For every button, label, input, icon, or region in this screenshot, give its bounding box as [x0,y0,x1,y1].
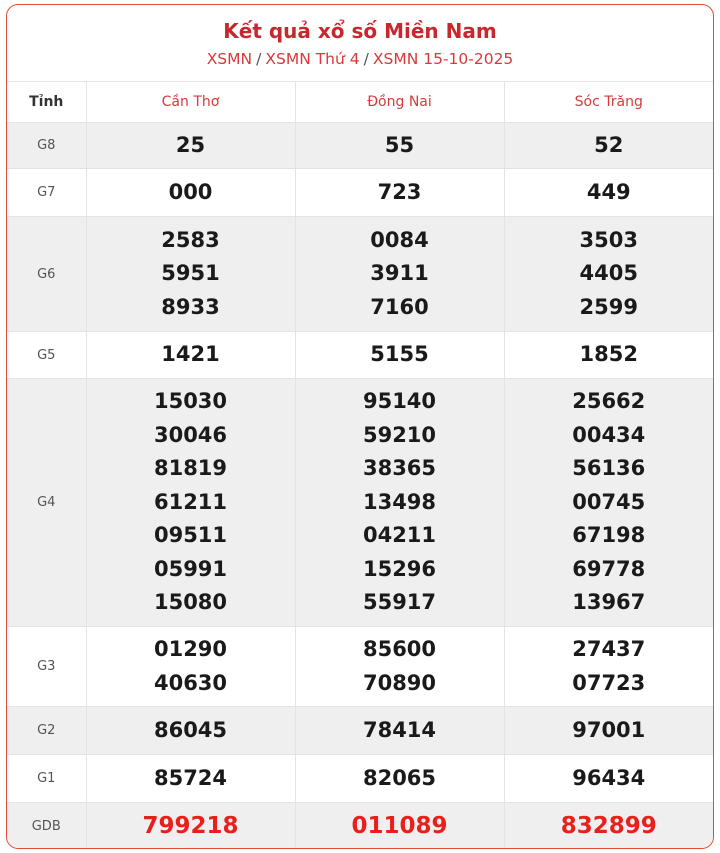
prize-number: 61211 [153,489,228,514]
prize-cell-dong-nai [295,332,504,379]
prize-number: 38365 [362,456,437,481]
breadcrumb-separator: / [256,50,262,68]
breadcrumb [7,49,713,69]
prize-number: 25662 [572,389,646,414]
breadcrumb-link-date[interactable]: XSMN 15-10-2025 [372,50,514,68]
special-prize-number: 011089 [351,813,448,839]
prize-number: 55917 [362,590,437,615]
prize-number: 13967 [572,590,646,615]
prize-number: 15030 [153,389,228,414]
special-prize-number: 799218 [142,813,239,839]
prize-cell-dong-nai [295,627,504,707]
prize-number: 25 [175,132,206,157]
prize-number: 15080 [153,590,228,615]
prize-cell-soc-trang [504,169,713,217]
prize-number: 2599 [579,294,638,319]
prize-number: 7160 [370,294,429,319]
prize-cell-dong-nai [295,379,504,627]
prize-label: G5 [7,332,86,379]
prize-number: 40630 [153,670,228,695]
prize-cell-soc-trang [504,123,713,169]
table-row [7,707,713,755]
prize-number: 5951 [161,261,220,286]
prize-number: 70890 [362,670,437,695]
prize-label: G2 [7,707,86,755]
table-row [7,803,713,850]
table-row [7,379,713,627]
prize-cell-dong-nai [295,169,504,217]
prize-number: 15296 [362,556,437,581]
table-row [7,627,713,707]
prize-cell-can-tho [86,332,295,379]
special-prize-number: 832899 [560,813,657,839]
table-row [7,217,713,332]
prize-cell-soc-trang [504,379,713,627]
prize-number: 8933 [161,294,220,319]
prize-number: 1421 [161,342,220,367]
breadcrumb-link-xsmn[interactable]: XSMN [206,50,253,68]
prize-number: 000 [168,179,213,204]
prize-number: 09511 [153,523,228,548]
prize-number: 4405 [579,261,638,286]
prize-label: G8 [7,123,86,169]
prize-number: 52 [594,132,624,157]
prize-number: 86045 [153,717,228,742]
prize-number: 723 [377,179,422,204]
prize-cell-can-tho [86,755,295,803]
prize-cell-dong-nai [295,123,504,169]
results-table [7,82,713,849]
prize-cell-can-tho [86,627,295,707]
prize-number: 67198 [572,523,646,548]
prize-number: 82065 [362,765,437,790]
prize-number: 59210 [362,422,437,447]
prize-cell-can-tho [86,707,295,755]
results-body [7,123,713,850]
prize-cell-can-tho [86,169,295,217]
prize-cell-soc-trang [504,707,713,755]
card-header [7,5,713,82]
prize-label: GDB [7,803,86,850]
prize-number: 00745 [572,489,646,514]
breadcrumb-separator: / [363,50,369,68]
prize-number: 97001 [572,717,646,742]
prize-number: 95140 [362,389,437,414]
prize-cell-dong-nai [295,803,504,850]
prize-number: 00434 [572,422,646,447]
prize-number: 69778 [572,556,646,581]
prize-label: G4 [7,379,86,627]
table-header-row [7,82,713,123]
column-header-province: Tỉnh [7,82,86,123]
results-card [6,4,714,849]
prize-number: 55 [384,132,415,157]
breadcrumb-link-xsmn-thu-4[interactable]: XSMN Thứ 4 [265,50,360,68]
prize-label: G6 [7,217,86,332]
prize-cell-soc-trang [504,627,713,707]
prize-number: 07723 [572,670,646,695]
prize-number: 13498 [362,489,437,514]
table-row [7,169,713,217]
table-row [7,123,713,169]
prize-number: 96434 [572,765,646,790]
prize-number: 1852 [579,342,638,367]
prize-cell-soc-trang [504,332,713,379]
prize-number: 0084 [370,227,429,252]
prize-cell-can-tho [86,803,295,850]
prize-label: G3 [7,627,86,707]
prize-label: G1 [7,755,86,803]
prize-number: 30046 [153,422,228,447]
prize-number: 449 [586,179,631,204]
prize-number: 85600 [362,637,437,661]
page-title: Kết quả xổ số Miền Nam [223,19,497,43]
table-row [7,755,713,803]
prize-cell-can-tho [86,217,295,332]
column-header-can-tho[interactable]: Cần Thơ [86,82,295,123]
prize-cell-dong-nai [295,707,504,755]
prize-number: 56136 [572,456,646,481]
column-header-dong-nai[interactable]: Đồng Nai [295,82,504,123]
prize-number: 3503 [579,227,638,252]
prize-number: 04211 [362,523,437,548]
prize-number: 3911 [370,261,429,286]
prize-number: 81819 [153,456,228,481]
prize-number: 27437 [572,637,646,661]
prize-number: 78414 [362,717,437,742]
prize-number: 01290 [153,637,228,661]
prize-label: G7 [7,169,86,217]
prize-cell-can-tho [86,123,295,169]
prize-cell-soc-trang [504,755,713,803]
prize-number: 5155 [370,342,429,367]
prize-cell-dong-nai [295,755,504,803]
prize-number: 85724 [153,765,228,790]
prize-cell-dong-nai [295,217,504,332]
prize-cell-soc-trang [504,803,713,850]
table-row [7,332,713,379]
prize-number: 05991 [153,556,228,581]
prize-number: 2583 [161,227,220,252]
column-header-soc-trang[interactable]: Sóc Trăng [504,82,713,123]
prize-cell-can-tho [86,379,295,627]
prize-cell-soc-trang [504,217,713,332]
